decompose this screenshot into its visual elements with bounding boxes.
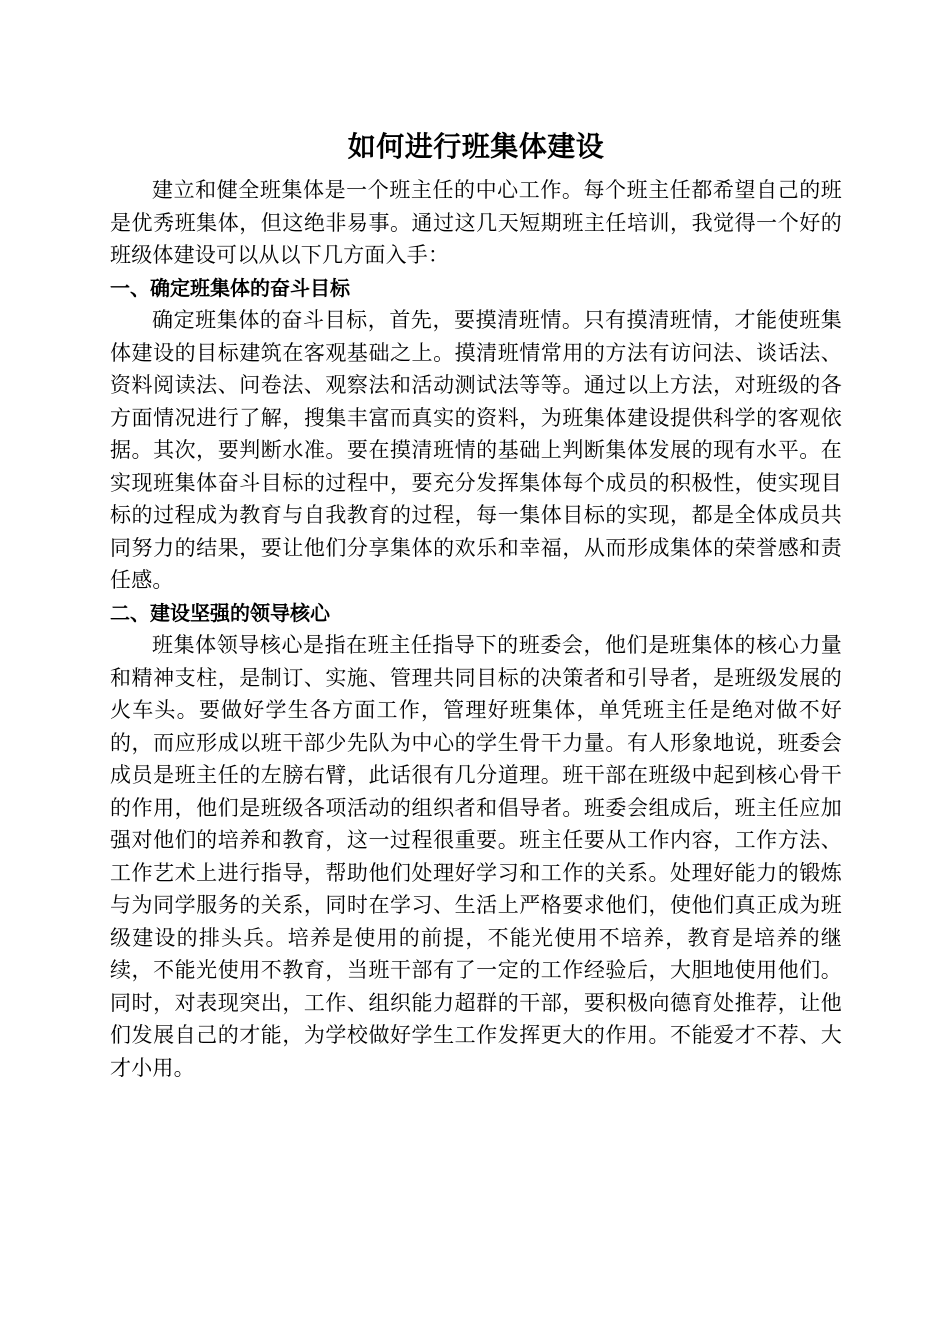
document-page: [110, 124, 842, 1084]
section-paragraph: 确定班集体的奋斗目标，首先，要摸清班情。只有摸清班情，才能使班集体建设的目标建筑在客观基础之上。摸清班情常用的方法有访问法、谈话法、资料阅读法、问卷法、观察法和活动测试法等等。通过以上方法，对班级的各方面情况进行了解，搜集丰富而真实的资料，为班集体建设提供科学的客观依据。其次，要判断水准。要在摸清班情的基础上判断集体发展的现有水平。在实现班集体奋斗目标的过程中，要充分发挥集体每个成员的积极性，使实现目标的过程成为教育与自我教育的过程，每一集体目标的实现，都是全体成员共同努力的结果，要让他们分享集体的欢乐和幸福，从而形成集体的荣誉感和责任感。: [110, 308, 842, 592]
section-1: [110, 272, 842, 597]
section-heading: 二、建设坚强的领导核心: [110, 600, 330, 625]
section-heading: 一、确定班集体的奋斗目标: [110, 275, 350, 300]
document-title: 如何进行班集体建设: [347, 130, 605, 163]
section-2: [110, 597, 842, 1085]
section-paragraph: 班集体领导核心是指在班主任指导下的班委会，他们是班集体的核心力量和精神支柱，是制订、实施、管理共同目标的决策者和引导者，是班级发展的火车头。要做好学生各方面工作，管理好班集体，单凭班主任是绝对做不好的，而应形成以班干部少先队为中心的学生骨干力量。有人形象地说，班委会成员是班主任的左膀右臂，此话很有几分道理。班干部在班级中起到核心骨干的作用，他们是班级各项活动的组织者和倡导者。班委会组成后，班主任应加强对他们的培养和教育，这一过程很重要。班主任要从工作内容，工作方法、工作艺术上进行指导，帮助他们处理好学习和工作的关系。处理好能力的锻炼与为同学服务的关系，同时在学习、生活上严格要求他们，使他们真正成为班级建设的排头兵。培养是使用的前提，不能光使用不培养，教育是培养的继续，不能光使用不教育，当班干部有了一定的工作经验后，大胆地使用他们。同时，对表现突出，工作、组织能力超群的干部，要积极向德育处推荐，让他们发展自己的才能，为学校做好学生工作发挥更大的作用。不能爱才不荐、大才小用。: [110, 633, 842, 1080]
intro-paragraph: 建立和健全班集体是一个班主任的中心工作。每个班主任都希望自己的班是优秀班集体，但这绝非易事。通过这几天短期班主任培训，我觉得一个好的班级体建设可以从以下几方面入手：: [110, 178, 842, 267]
